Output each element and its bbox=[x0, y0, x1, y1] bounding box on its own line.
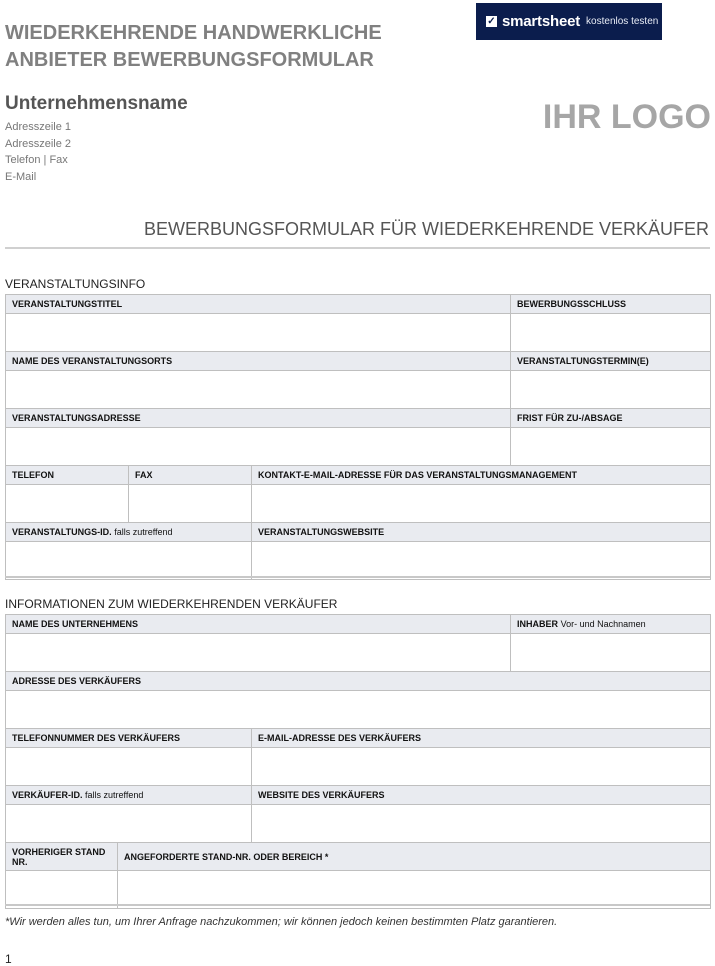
owner-label bbox=[511, 615, 711, 634]
title-divider bbox=[5, 247, 710, 249]
company-name-field[interactable] bbox=[6, 634, 511, 672]
vendor-phone-label: TELEFONNUMMER DES VERKÄUFERS bbox=[6, 729, 252, 748]
vendor-email-label: E-MAIL-ADRESSE DES VERKÄUFERS bbox=[252, 729, 711, 748]
phone-label: TELEFON bbox=[6, 466, 129, 485]
company-name: Unternehmensname bbox=[5, 93, 188, 114]
rsvp-deadline-label: FRIST FÜR ZU-/ABSAGE bbox=[511, 409, 711, 428]
vendor-id-field[interactable] bbox=[6, 805, 252, 843]
vendor-address-field[interactable] bbox=[6, 691, 711, 729]
footnote: *Wir werden alles tun, um Ihrer Anfrage nachzukommen; wir können jedoch keinen bestimmten Platz garantieren. bbox=[5, 916, 558, 928]
contact-email-field[interactable] bbox=[252, 485, 711, 523]
vendor-website-label: WEBSITE DES VERKÄUFERS bbox=[252, 786, 711, 805]
venue-name-label: NAME DES VERANSTALTUNGSORTS bbox=[6, 352, 511, 371]
email-line: E-Mail bbox=[5, 170, 37, 183]
owner-field[interactable] bbox=[511, 634, 711, 672]
rsvp-deadline-field[interactable] bbox=[511, 428, 711, 466]
event-address-field[interactable] bbox=[6, 428, 511, 466]
event-website-field[interactable] bbox=[252, 542, 711, 580]
contact-email-label: KONTAKT-E-MAIL-ADRESSE FÜR DAS VERANSTALTUNGSMANAGEMENT bbox=[252, 466, 711, 485]
vendor-section-divider bbox=[5, 904, 710, 906]
vendor-id-note: falls zutreffend bbox=[85, 790, 144, 800]
company-name-label: NAME DES UNTERNEHMENS bbox=[6, 615, 511, 634]
event-dates-label: VERANSTALTUNGSTERMIN(E) bbox=[511, 352, 711, 371]
form-title: BEWERBUNGSFORMULAR FÜR WIEDERKEHRENDE VERKÄUFER bbox=[143, 219, 709, 239]
banner-brand: smartsheet bbox=[502, 13, 581, 30]
phone-field[interactable] bbox=[6, 485, 129, 523]
company-address-block bbox=[5, 119, 71, 185]
vendor-website-field[interactable] bbox=[252, 805, 711, 843]
application-deadline-label: BEWERBUNGSSCHLUSS bbox=[511, 295, 711, 314]
previous-stand-label: VORHERIGER STAND NR. bbox=[6, 843, 118, 871]
vendor-id-label bbox=[6, 786, 252, 805]
event-website-label: VERANSTALTUNGSWEBSITE bbox=[252, 523, 711, 542]
event-title-label: VERANSTALTUNGSTITEL bbox=[6, 295, 511, 314]
address-line-1: Adresszeile 1 bbox=[5, 121, 72, 133]
event-id-field[interactable] bbox=[6, 542, 252, 580]
event-id-label bbox=[6, 523, 252, 542]
event-id-label-text: VERANSTALTUNGS-ID. bbox=[12, 527, 112, 537]
smartsheet-banner[interactable] bbox=[476, 3, 662, 40]
vendor-phone-field[interactable] bbox=[6, 748, 252, 786]
previous-stand-field[interactable] bbox=[6, 871, 118, 909]
event-dates-field[interactable] bbox=[511, 371, 711, 409]
event-section-divider bbox=[5, 576, 710, 578]
document-title: WIEDERKEHRENDE HANDWERKLICHE ANBIETER BEWERBUNGSFORMULAR bbox=[5, 22, 382, 71]
logo-placeholder: IHR LOGO bbox=[542, 98, 711, 136]
fax-field[interactable] bbox=[129, 485, 252, 523]
vendor-section-title: INFORMATIONEN ZUM WIEDERKEHRENDEN VERKÄUFER bbox=[5, 597, 338, 611]
event-section-title: VERANSTALTUNGSINFO bbox=[5, 277, 146, 291]
requested-stand-label: ANGEFORDERTE STAND-NR. ODER BEREICH * bbox=[118, 843, 711, 871]
page-number: 1 bbox=[5, 952, 12, 966]
vendor-address-label: ADRESSE DES VERKÄUFERS bbox=[6, 672, 711, 691]
event-title-field[interactable] bbox=[6, 314, 511, 352]
vendor-id-label-text: VERKÄUFER-ID. bbox=[12, 790, 83, 800]
smartsheet-check-icon: ✓ bbox=[487, 15, 496, 27]
phone-fax-line: Telefon | Fax bbox=[5, 154, 68, 166]
event-id-note: falls zutreffend bbox=[114, 527, 173, 537]
fax-label: FAX bbox=[129, 466, 252, 485]
owner-label-text: INHABER bbox=[517, 619, 559, 629]
event-address-label: VERANSTALTUNGSADRESSE bbox=[6, 409, 511, 428]
application-deadline-field[interactable] bbox=[511, 314, 711, 352]
venue-name-field[interactable] bbox=[6, 371, 511, 409]
vendor-info-table bbox=[5, 614, 711, 909]
event-info-table bbox=[5, 294, 711, 580]
vendor-email-field[interactable] bbox=[252, 748, 711, 786]
requested-stand-field[interactable] bbox=[118, 871, 711, 909]
owner-note: Vor- und Nachnamen bbox=[560, 619, 646, 629]
address-line-2: Adresszeile 2 bbox=[5, 137, 72, 150]
banner-cta: kostenlos testen bbox=[586, 16, 659, 27]
